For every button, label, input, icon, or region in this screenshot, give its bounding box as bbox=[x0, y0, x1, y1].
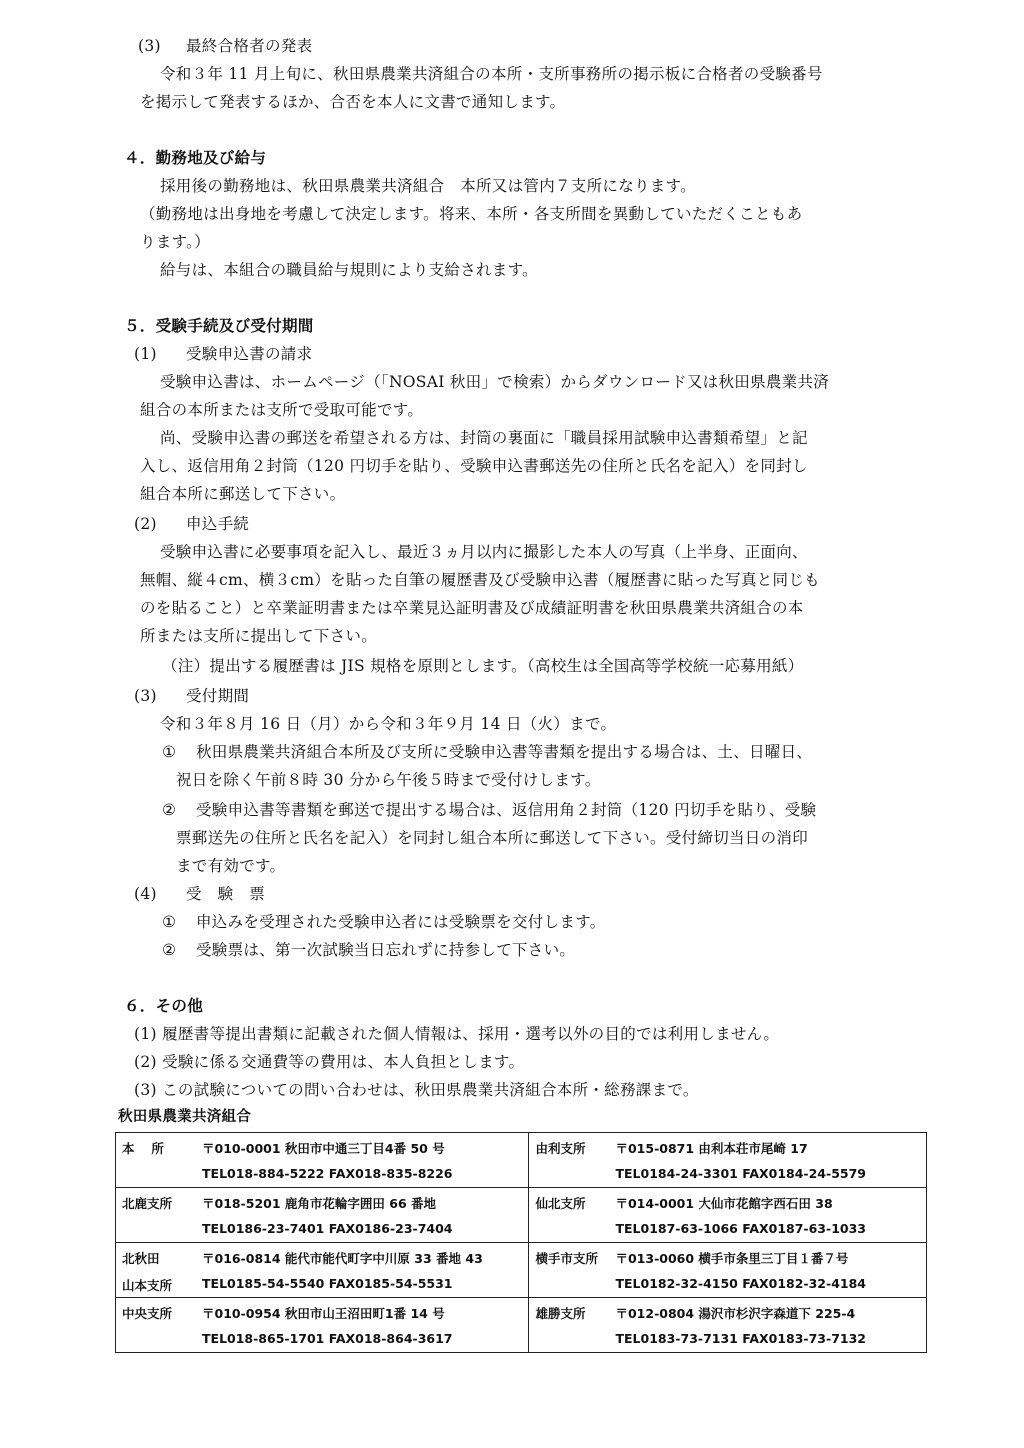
office-phone: TEL0182-32-4150 FAX0182-32-4184 bbox=[615, 1276, 866, 1291]
item-title: 最終合格者の発表 bbox=[186, 37, 313, 55]
paragraph-line: を掲示して発表するほか、合否を本人に文書で通知します。 bbox=[140, 93, 566, 111]
paragraph-line: (2) 受験に係る交通費等の費用は、本人負担とします。 bbox=[134, 1053, 525, 1071]
paragraph-line: 令和３年８月 16 日（月）から令和３年９月 14 日（火）まで。 bbox=[160, 715, 617, 733]
offices-table bbox=[115, 1132, 927, 1353]
item-label: (4) bbox=[134, 885, 157, 903]
office-phone: TEL0183-73-7131 FAX0183-73-7132 bbox=[615, 1331, 866, 1346]
list-item-line: まで有効です。 bbox=[176, 857, 286, 875]
table-row bbox=[116, 1298, 927, 1353]
office-cell bbox=[116, 1298, 529, 1353]
paragraph-line: 令和３年 11 月上旬に、秋田県農業共済組合の本所・支所事務所の掲示板に合格者の受験番号 bbox=[160, 65, 823, 83]
office-name: 北鹿支所 bbox=[122, 1196, 173, 1211]
office-address: 〒010-0001 秋田市中通三丁目4番 50 号 bbox=[202, 1141, 445, 1156]
office-address: 〒016-0814 能代市能代町字中川原 33 番地 43 bbox=[202, 1251, 483, 1266]
list-item-line: 受験申込書等書類を郵送で提出する場合は、返信用角２封筒（120 円切手を貼り、受験 bbox=[196, 801, 817, 819]
paragraph-line: 組合本所に郵送して下さい。 bbox=[140, 485, 346, 503]
paragraph-line: のを貼ること）と卒業証明書または卒業見込証明書及び成績証明書を秋田県農業共済組合の本 bbox=[140, 599, 804, 617]
office-phone: TEL0185-54-5540 FAX0185-54-5531 bbox=[202, 1276, 453, 1291]
office-phone: TEL0187-63-1066 FAX0187-63-1033 bbox=[615, 1221, 866, 1236]
list-item-line: 秋田県農業共済組合本所及び支所に受験申込書等書類を提出する場合は、土、日曜日、 bbox=[196, 743, 813, 761]
org-title: 秋田県農業共済組合 bbox=[118, 1109, 252, 1125]
paragraph-line: 入し、返信用角２封筒（120 円切手を貼り、受験申込書郵送先の住所と氏名を記入）を同封し bbox=[140, 457, 808, 475]
office-phone: TEL018-865-1701 FAX018-864-3617 bbox=[202, 1331, 453, 1346]
list-mark: ② bbox=[162, 941, 177, 959]
section-heading: ４．勤務地及び給与 bbox=[124, 149, 267, 167]
table-row bbox=[116, 1188, 927, 1243]
office-cell bbox=[529, 1298, 927, 1353]
office-cell bbox=[116, 1188, 529, 1243]
office-name: 由利支所 bbox=[535, 1141, 586, 1156]
office-cell bbox=[529, 1243, 927, 1298]
office-phone: TEL0186-23-7401 FAX0186-23-7404 bbox=[202, 1221, 453, 1236]
list-item-line: 票郵送先の住所と氏名を記入）を同封し組合本所に郵送して下さい。受付締切当日の消印 bbox=[176, 829, 809, 847]
office-name: 中央支所 bbox=[122, 1306, 173, 1321]
office-phone: TEL018-884-5222 FAX018-835-8226 bbox=[202, 1166, 453, 1181]
item-title: 申込手続 bbox=[186, 515, 250, 533]
office-cell bbox=[529, 1133, 927, 1188]
paragraph-line: 尚、受験申込書の郵送を希望される方は、封筒の裏面に「職員採用試験申込書類希望」と記 bbox=[160, 429, 808, 447]
paragraph-line: 所または支所に提出して下さい。 bbox=[140, 627, 378, 645]
item-title: 受付期間 bbox=[186, 687, 250, 705]
paragraph-line: 採用後の勤務地は、秋田県農業共済組合 本所又は管内７支所になります。 bbox=[160, 177, 696, 195]
paragraph-line: （勤務地は出身地を考慮して決定します。将来、本所・各支所間を異動していただくこともあ bbox=[140, 205, 803, 223]
office-name: 横手市支所 bbox=[535, 1251, 598, 1266]
office-name: 本 所 bbox=[122, 1141, 164, 1156]
section-heading: ５．受験手続及び受付期間 bbox=[124, 317, 314, 335]
office-address: 〒010-0954 秋田市山王沼田町1番 14 号 bbox=[202, 1306, 445, 1321]
paragraph-line: (3) この試験についての問い合わせは、秋田県農業共済組合本所・総務課まで。 bbox=[134, 1081, 699, 1099]
office-name: 雄勝支所 bbox=[535, 1306, 586, 1321]
item-title: 受験申込書の請求 bbox=[186, 345, 313, 363]
office-cell bbox=[116, 1133, 529, 1188]
list-item-line: 祝日を除く午前８時 30 分から午後５時まで受付けします。 bbox=[176, 771, 601, 789]
paragraph-line: 受験申込書に必要事項を記入し、最近３ヵ月以内に撮影した本人の写真（上半身、正面向、 bbox=[160, 543, 808, 561]
note-line: （注）提出する履歴書は JIS 規格を原則とします。（高校生は全国高等学校統一応募用紙） bbox=[162, 657, 804, 675]
list-mark: ① bbox=[162, 743, 177, 761]
paragraph-line: 給与は、本組合の職員給与規則により支給されます。 bbox=[160, 261, 538, 279]
office-address: 〒015-0871 由利本荘市尾崎 17 bbox=[615, 1141, 808, 1156]
office-phone: TEL0184-24-3301 FAX0184-24-5579 bbox=[615, 1166, 866, 1181]
paragraph-line: 無帽、縦４cm、横３cm）を貼った自筆の履歴書及び受験申込書（履歴書に貼った写真と同じも bbox=[140, 571, 820, 589]
item-title: 受 験 票 bbox=[186, 885, 266, 903]
office-address: 〒012-0804 湯沢市杉沢字森道下 225-4 bbox=[615, 1306, 856, 1321]
office-address: 〒018-5201 鹿角市花輪字囲田 66 番地 bbox=[202, 1196, 437, 1211]
item-label: (3) bbox=[134, 687, 157, 705]
list-mark: ② bbox=[162, 801, 177, 819]
paragraph-line: 組合の本所または支所で受取可能です。 bbox=[140, 401, 424, 419]
paragraph-line: (1) 履歴書等提出書類に記載された個人情報は、採用・選考以外の目的では利用しません。 bbox=[134, 1025, 780, 1043]
office-name: 仙北支所 bbox=[535, 1196, 586, 1211]
paragraph-line: ります。） bbox=[140, 233, 211, 251]
item-label: (1) bbox=[134, 345, 157, 363]
paragraph-line: 受験申込書は、ホームページ（「NOSAI 秋田」で検索）からダウンロード又は秋田県農業共済 bbox=[160, 373, 830, 391]
office-name: 北秋田 bbox=[122, 1251, 160, 1266]
office-address: 〒013-0060 横手市条里三丁目１番７号 bbox=[615, 1251, 849, 1266]
office-address: 〒014-0001 大仙市花館字西石田 38 bbox=[615, 1196, 833, 1211]
list-item-line: 申込みを受理された受験申込者には受験票を交付します。 bbox=[196, 913, 606, 931]
section-heading: ６．その他 bbox=[124, 997, 204, 1015]
list-item-line: 受験票は、第一次試験当日忘れずに持参して下さい。 bbox=[196, 941, 576, 959]
table-row bbox=[116, 1133, 927, 1188]
list-mark: ① bbox=[162, 913, 177, 931]
item-label: (2) bbox=[134, 515, 157, 533]
table-row bbox=[116, 1243, 927, 1298]
office-cell bbox=[529, 1188, 927, 1243]
office-cell bbox=[116, 1243, 529, 1298]
office-name-line2: 山本支所 bbox=[122, 1278, 173, 1293]
item-label: (3) bbox=[138, 37, 161, 55]
